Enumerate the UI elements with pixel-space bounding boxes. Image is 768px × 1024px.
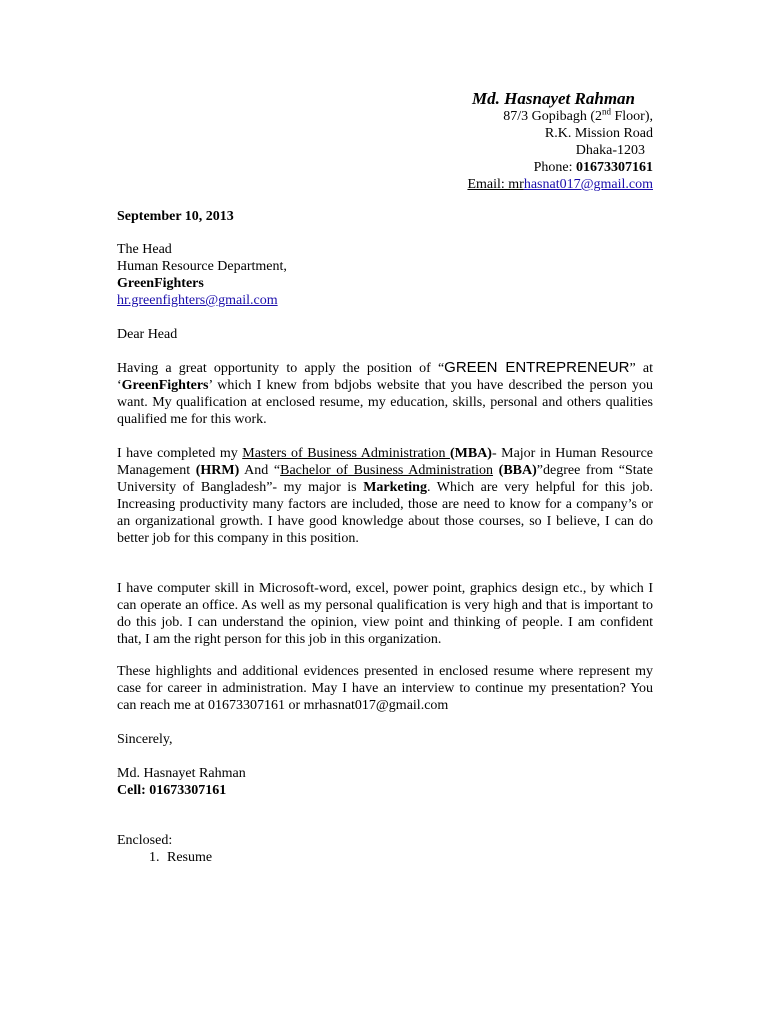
signature-name: Md. Hasnayet Rahman xyxy=(117,766,246,781)
sender-address-line2: R.K. Mission Road xyxy=(544,126,653,141)
paragraph-2: I have completed my Masters of Business Administration (MBA)- Major in Human Resource Management (HRM) And “Bachelor of Business Administration (BBA)”degree from “State University of Bangladesh”- my major is Marketing. Which are very helpful for this job. Increasing productivity many factors are included, those are need to know for a company’s or an organizational growth. I have good knowledge about those courses, so I believe, I can do better job for this company in this position. xyxy=(117,446,654,546)
paragraph-1: Having a great opportunity to apply the position of “GREEN ENTREPRENEUR” at ‘GreenFighters’ which I knew from bdjobs website that you have described the person you want. My qualification at enclosed resume, my education, skills, personal and others qualities qualified me for this work. xyxy=(117,359,653,427)
position-title: GREEN ENTREPRENEUR xyxy=(444,359,630,376)
sender-block xyxy=(333,89,653,193)
recipient-email-link[interactable]: hr.greenfighters@gmail.com xyxy=(117,293,278,308)
closing: Sincerely, xyxy=(117,732,173,747)
enclosed-label: Enclosed: xyxy=(117,833,173,848)
list-item: 1. Resume xyxy=(163,849,653,866)
sender-phone: Phone: 01673307161 xyxy=(533,160,653,175)
paragraph-4: These highlights and additional evidences presented in enclosed resume where represent my case for career in administration. May I have an interview to continue my presentation? You can reach me at 01673307161 or mrhasnat017@gmail.com xyxy=(117,664,653,713)
recipient-line1: The Head xyxy=(117,242,172,257)
sender-email[interactable]: Email: mrhasnat017@gmail.com xyxy=(467,177,653,192)
signature-cell: Cell: 01673307161 xyxy=(117,783,227,798)
enclosed-block xyxy=(117,832,653,866)
recipient-line2: Human Resource Department, xyxy=(117,259,287,274)
salutation: Dear Head xyxy=(117,327,178,342)
enclosed-list xyxy=(117,849,653,866)
sender-address-line3: Dhaka-1203 xyxy=(575,143,645,158)
sender-address-line1: 87/3 Gopibagh (2nd Floor), xyxy=(503,106,653,124)
signature-block xyxy=(117,765,653,799)
recipient-company: GreenFighters xyxy=(117,276,204,291)
sender-name: Md. Hasnayet Rahman xyxy=(472,89,635,108)
recipient-block xyxy=(117,241,653,309)
letter-date: September 10, 2013 xyxy=(117,209,234,224)
paragraph-3: I have computer skill in Microsoft-word, excel, power point, graphics design etc., by which I can operate an office. As well as my personal qualification is very high and that is important to do this job. I can understand the opinion, view point and thinking of people. I am confident that, I am the right person for this job in this organization. xyxy=(117,581,653,647)
